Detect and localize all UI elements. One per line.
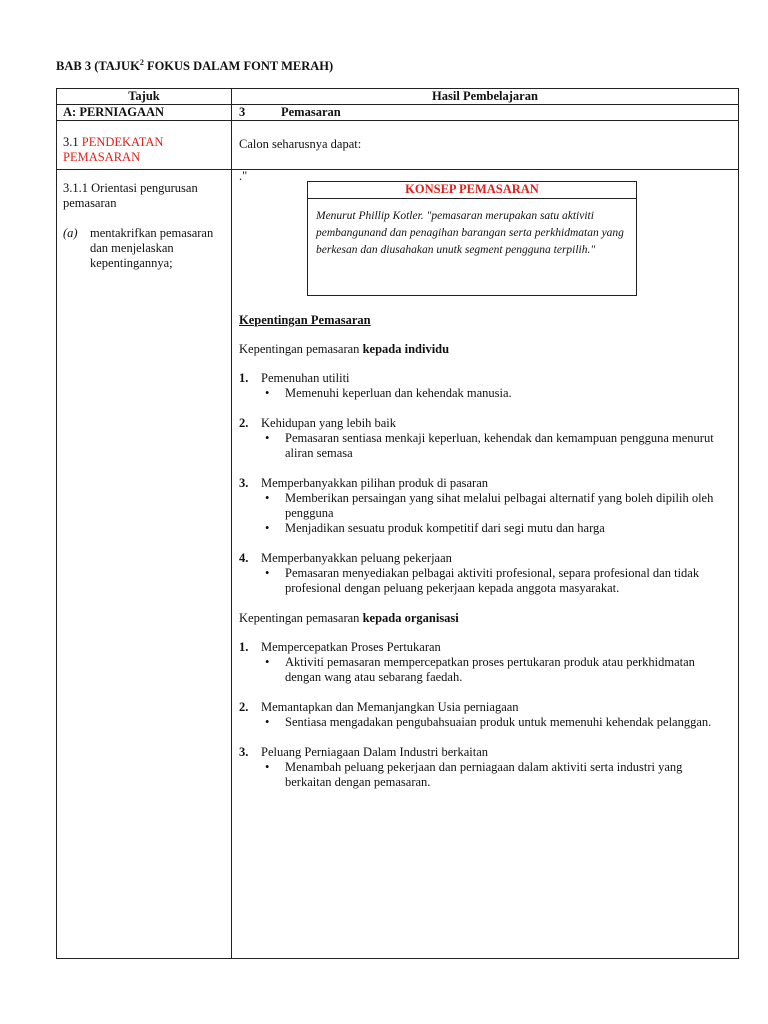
item-title: Pemenuhan utiliti	[261, 371, 350, 385]
learning-table	[56, 88, 739, 959]
row-perniagaan: A: PERNIAGAAN	[63, 105, 165, 119]
row-divider	[57, 169, 738, 170]
subsection-title: 3.1.1 Orientasi pengurusan pemasaran	[63, 181, 198, 210]
content-area	[239, 313, 729, 790]
numbered-item	[239, 700, 729, 730]
item-number: 2.	[239, 416, 249, 430]
bullet-icon: •	[265, 386, 270, 400]
konsep-title: KONSEP PEMASARAN	[405, 182, 539, 196]
bullet-icon: •	[265, 491, 270, 505]
numbered-item	[239, 416, 729, 461]
bullet-item	[239, 386, 729, 401]
quote-mark: ."	[239, 169, 248, 183]
organisasi-heading: Kepentingan pemasaran kepada organisasi	[239, 611, 459, 625]
bullet-text: Memenuhi keperluan dan kehendak manusia.	[285, 386, 512, 400]
bullet-icon: •	[265, 715, 270, 729]
item-title: Memantapkan dan Memanjangkan Usia perniagaan	[261, 700, 519, 714]
bullet-item	[239, 431, 729, 461]
numbered-item	[239, 551, 729, 596]
item-title: Memperbanyakkan peluang pekerjaan	[261, 551, 452, 565]
bullet-text: Pemasaran sentiasa menkaji keperluan, kehendak dan kemampuan pengguna menurut aliran semasa	[285, 431, 714, 460]
column-divider	[231, 89, 232, 958]
numbered-item-title	[239, 416, 729, 431]
bullet-item	[239, 760, 729, 790]
calon-text: Calon seharusnya dapat:	[239, 137, 362, 151]
item-title: Mempercepatkan Proses Pertukaran	[261, 640, 441, 654]
bullet-item	[239, 491, 729, 521]
bullet-item	[239, 715, 729, 730]
item-text: mentakrifkan pemasaran dan menjelaskan kepentingannya;	[90, 226, 214, 270]
bullet-text: Memberikan persaingan yang sihat melalui pelbagai alternatif yang boleh dipilih oleh pengguna	[285, 491, 714, 520]
bullet-item	[239, 566, 729, 596]
section-pendekatan: 3.1 PENDEKATAN PEMASARAN	[63, 135, 164, 164]
numbered-item	[239, 745, 729, 790]
numbered-item-title	[239, 551, 729, 566]
bullet-icon: •	[265, 760, 270, 774]
individu-heading: Kepentingan pemasaran kepada individu	[239, 342, 450, 356]
col-header-tajuk: Tajuk	[128, 89, 160, 103]
row-divider	[57, 120, 738, 121]
item-number: 1.	[239, 640, 249, 654]
numbered-item-title	[239, 745, 729, 760]
item-number: 2.	[239, 700, 249, 714]
document-heading: BAB 3 (TAJUK$^2$ FOKUS DALAM FONT MERAH)	[56, 58, 334, 74]
col-header-hasil: Hasil Pembelajaran	[432, 89, 538, 103]
bullet-text: Aktiviti pemasaran mempercepatkan proses pertukaran produk atau perkhidmatan dengan wang atau sebarang faedah.	[285, 655, 695, 684]
bullet-icon: •	[265, 431, 270, 445]
box-divider	[308, 198, 636, 199]
item-number: 3.	[239, 745, 249, 759]
section-title: Kepentingan Pemasaran	[239, 313, 371, 327]
item-number: 3.	[239, 476, 249, 490]
item-title: Kehidupan yang lebih baik	[261, 416, 397, 430]
item-number: 4.	[239, 551, 249, 565]
konsep-box	[307, 181, 637, 296]
item-number: 1.	[239, 371, 249, 385]
bullet-icon: •	[265, 655, 270, 669]
item-title: Memperbanyakkan pilihan produk di pasaran	[261, 476, 489, 490]
numbered-item-title	[239, 371, 729, 386]
numbered-item-title	[239, 476, 729, 491]
bullet-item	[239, 521, 729, 536]
konsep-text: Menurut Phillip Kotler. "pemasaran merupakan satu aktiviti pembangunand dan penagihan barangan serta perkhidmatan yang berkesan dan diusahakan unutk segment pengguna terpilih."	[316, 210, 624, 256]
bullet-item	[239, 655, 729, 685]
bullet-text: Pemasaran menyediakan pelbagai aktiviti profesional, separa profesional dan tidak profesional dengan peluang pekerjaan kepada anggota masyarakat.	[285, 566, 700, 595]
bullet-text: Menambah peluang pekerjaan dan perniagaan dalam aktiviti serta industri yang berkaitan dengan pemasaran.	[285, 760, 683, 789]
numbered-item-title	[239, 700, 729, 715]
bullet-icon: •	[265, 566, 270, 580]
numbered-item-title	[239, 640, 729, 655]
numbered-item	[239, 640, 729, 685]
bullet-text: Menjadikan sesuatu produk kompetitif dari segi mutu dan harga	[285, 521, 605, 535]
organisasi-list	[239, 640, 729, 790]
bullet-icon: •	[265, 521, 270, 535]
row-pemasaran-text: Pemasaran	[281, 105, 341, 119]
row-pemasaran-num: 3	[239, 105, 246, 119]
bullet-text: Sentiasa mengadakan pengubahsuaian produk untuk memenuhi kehendak pelanggan.	[285, 715, 712, 729]
individu-list	[239, 371, 729, 596]
numbered-item	[239, 371, 729, 401]
item-title: Peluang Perniagaan Dalam Industri berkaitan	[261, 745, 489, 759]
item-label: (a)	[63, 226, 78, 240]
numbered-item	[239, 476, 729, 536]
